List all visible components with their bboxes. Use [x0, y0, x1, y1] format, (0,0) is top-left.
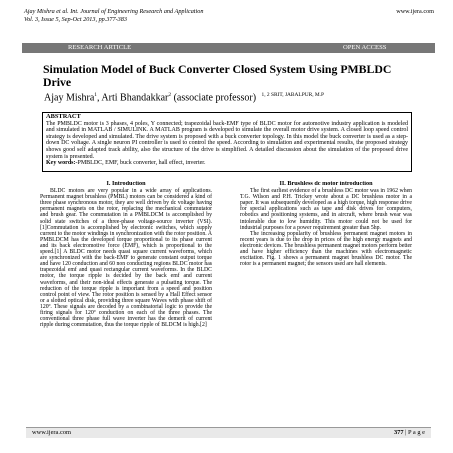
- author-2: , Arti Bhandakkar: [96, 92, 169, 104]
- page-footer: [26, 427, 431, 438]
- paper-title: Simulation Model of Buck Converter Closed System Using PMBLDC Drive: [43, 62, 392, 89]
- journal-site-link[interactable]: www.ijera.com: [396, 8, 434, 15]
- citation-line-1: Ajay Mishra et al. Int. Journal of Engineering Research and Application: [24, 8, 204, 15]
- abstract-box: [42, 112, 412, 172]
- article-type-band: [22, 43, 435, 53]
- research-article-label: RESEARCH ARTICLE: [68, 44, 132, 51]
- section-1-paragraph: BLDC motors are very popular in a wide array of applications. Permanent magnet brushless (PMBL) motors can be considered a kind of three phase synchronous motor, they are well driven by dc voltage having permanent magnets on the rotor, replacing the mechanical commutator and brush gear. The commutation in a PMBLDCM is accomplished by solid state switches of a three-phase voltage-source inverter (VSI).[1]Commutation is accomplished by electronic switches, which supply current to the motor windings in synchronization with the rotor position. A PMBLDCM has the developed torque proportional to its phase current and its back electromotive force (EMF), which is proportional to the speed.[1] A BLDC motor needs quasi square current waveforms, which are synchronized with the back-EMF to generate constant output torque and have 120 conduction and 60 non conducting regions BLDC motor has trapezoidal emf and quasi rectangular current waveforms. In the BLDC motor, the torque ripple is decided by the back emf and current waveforms, and their non-ideal effects generate a pulsating torque. The reduction of the torque ripple is important from a speed and position control point of view. The rotor position is sensed by a Hall Effect sensor or a slotted optical disk, providing three square Waves with phase shift of 120º. These signals are decoded by a combinatorial logic to provide the firing signals for 120º conduction on each of the three phases. The conventional three phase full wave inverter has the demerit of current ripple during commutation, thus the torque ripple of BLDCM is high.[2]: [40, 188, 212, 329]
- citation-line-2: Vol. 3, Issue 5, Sep-Oct 2013, pp.377-383: [24, 15, 127, 23]
- page-number: [394, 428, 425, 438]
- right-column: [240, 181, 412, 323]
- abstract-heading: ABSTRACT: [46, 113, 81, 120]
- author-role: (associate professor): [171, 92, 257, 104]
- section-2-paragraph-1: The first earliest evidence of a brushless DC motor was in 1962 when T.G. Wilson and P.H. Trickey wrote about a DC brushless motor in a paper. It was subsequently developed as a high torque, high response drive for special applications such as tape and disk drives for computers, robotics and positioning systems, and in aircraft, where brush wear was intolerable due to low humidity. This motor could not be used for industrial purposes for a power requirement greater than 5hp.: [240, 188, 412, 231]
- keywords-text: PMBLDC, EMF, buck converter, hall effect, inverter.: [77, 160, 206, 167]
- section-2-paragraph-2: The increasing popularity of brushless permanent magnet motors in recent years is due to the drop in prices of the high energy magnets and electronic devices. The brushless permanent magnet motors perform better and have higher efficiency than the machines with electromagnetic excitation. Fig. 1 shows a permanent magnet brushless DC motor. The rotor is a permanent magnet; the sensors used are hall elements.: [240, 230, 412, 268]
- author-line: [44, 89, 424, 104]
- author-2-affiliation-mark: 2: [168, 92, 172, 98]
- author-1: Ajay Mishra: [44, 92, 95, 104]
- page-number-value: 377: [393, 429, 404, 436]
- section-1-heading: I. Introduction: [106, 181, 146, 187]
- affiliation: 1, 2 SRIT, JABALPUR, M.P: [261, 92, 325, 98]
- footer-site-link[interactable]: www.ijera.com: [32, 429, 71, 436]
- page-number-suffix: | P a g e: [403, 429, 425, 436]
- page-header: [24, 8, 434, 23]
- keywords-label: Key words:-: [46, 160, 78, 167]
- open-access-label: OPEN ACCESS: [343, 44, 387, 51]
- left-column: [40, 181, 212, 423]
- abstract-text: The PMBLDC motor is 3 phases, 4 poles, Y connected; trapezoidal back-EMF type of BLDC motor for automotive industry application is modeled and simulated in MATLAB / SIMULINK. A MATLAB program is developed to simulate the overall motor drive system. A closed loop speed control strategy is developed and simulated. The drive system is proposed with a buck converter topology. In this model the buck converter is used as a step-down DC voltage. A single neuron PI controller is used to control the speed. According to simulation and experimental results, the proposed strategy shows good self adapted track ability, also the structure of the drive is simplified. A detailed discussion about the simulation of the proposed drive system is presented.: [46, 120, 408, 160]
- section-2-heading: II. Brushless dc motor introduction: [279, 181, 373, 187]
- author-1-affiliation-mark: 1: [94, 92, 97, 98]
